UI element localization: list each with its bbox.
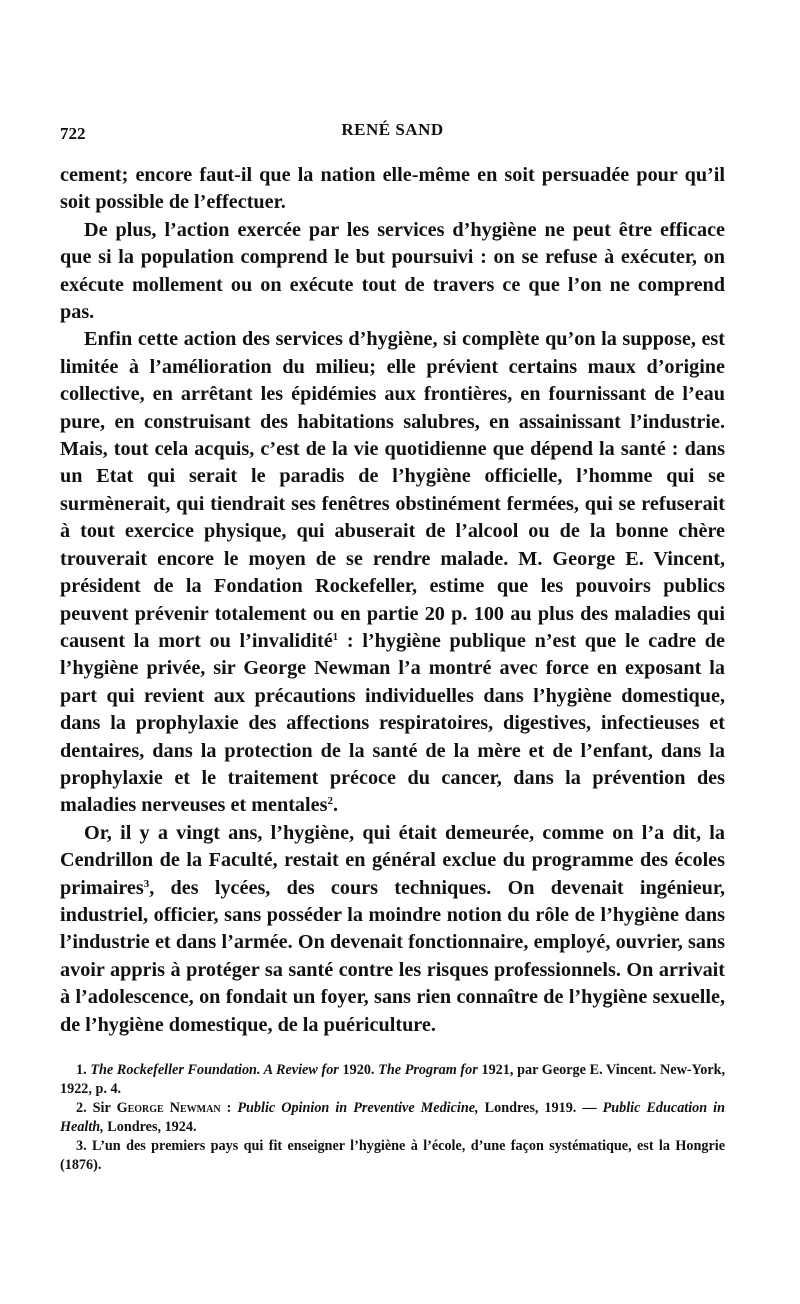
footnote-1-number: 1. (76, 1062, 87, 1078)
paragraph-3-part-b: : l’hygiène publique n’est que le cadre de l’hygiène privée, sir George Newman l’a montré avec force en exposant la part qui revient aux précautions individuelles dans l’hygiène domestique, dans la prophylaxie des affections respiratoires, digestives, infectieuses et dentaires, dans la protection de la santé de la mère et de l’enfant, dans la prophylaxie et le traitement précoce du cancer, dans la prévention des maladies nerveuses et mentales (60, 629, 725, 817)
footnote-2-publisher-1: Londres, 1919. — (484, 1100, 597, 1116)
body-text (60, 162, 725, 1039)
paragraph-4-part-a: Or, il y a vingt ans, l’hygiène, qui était demeurée, comme on l’a dit, la Cendrillon de la Faculté, restait en général exclue du programme des écoles primaires (60, 821, 725, 899)
footnote-2-separator: : (226, 1100, 232, 1116)
footnote-1-rest: 1921, par George E. Vincent. New-York, 1922, p. 4. (60, 1062, 726, 1097)
footnote-2 (60, 1099, 725, 1137)
footnote-3 (60, 1137, 725, 1175)
paragraph-3-part-a: Enfin cette action des services d’hygiène, si complète qu’on la suppose, est limitée à l’amélioration du milieu; elle prévient certains maux d’origine collective, en arrêtant les épidémies aux frontières, en fournissant de l’eau pure, en construisant des habitations salubres, en assainissant l’industrie. Mais, tout cela acquis, c’est de la vie quotidienne que dépend la santé : dans un Etat qui serait le paradis de l’hygiène officielle, l’homme qui se surmènerait, qui tiendrait ses fenêtres obstinément fermées, qui se refuserait à tout exercice physique, qui abuserait de l’alcool ou de la bonne chère trouverait encore le moyen de se rendre malade. M. George E. Vincent, président de la Fondation Rockefeller, estime que les pouvoirs publics peuvent prévenir totalement ou en partie 20 p. 100 au plus des maladies qui causent la mort ou l’invalidité (60, 328, 725, 652)
paragraph-4-part-b: , des lycées, des cours techniques. On devenait ingénieur, industriel, officier, sans posséder la moindre notion du rôle de l’hygiène dans l’industrie et dans l’armée. On devenait fonctionnaire, employé, ouvrier, sans avoir appris à protéger sa santé contre les risques professionnels. On arrivait à l’adolescence, on fondait un foyer, sans rien connaître de l’hygiène sexuelle, de l’hygiène domestique, de la puériculture. (60, 876, 725, 1036)
footnote-ref-2[interactable]: 2 (327, 795, 333, 808)
paragraph-1: cement; encore faut-il que la nation elle-même en soit persuadée pour qu’il soit possible de l’effectuer. (60, 164, 725, 214)
footnote-2-title-2: Public Education in Health, (60, 1100, 726, 1135)
footnote-2-number: 2. (76, 1100, 87, 1116)
footnote-ref-3[interactable]: 3 (143, 877, 150, 890)
running-head (60, 118, 725, 146)
footnote-ref-1[interactable]: 1 (332, 630, 339, 643)
footnote-1-title-2: The Program for (378, 1062, 478, 1078)
footnote-1-year-1: 1920. (342, 1062, 375, 1078)
footnote-1-title-1: The Rockefeller Foundation. A Review for (90, 1062, 339, 1078)
footnotes (60, 1061, 725, 1175)
paragraph-2: De plus, l’action exercée par les services d’hygiène ne peut être efficace que si la population comprend le but poursuivi : on se refuse à exécuter, on exécute mollement ou on exécute tout de travers ce que l’on ne comprend pas. (60, 218, 725, 324)
page-number: 722 (60, 124, 86, 143)
footnote-2-title-1: Public Opinion in Preventive Medicine, (237, 1100, 479, 1116)
running-title: RENÉ SAND (341, 120, 444, 139)
footnote-3-number: 3. (76, 1138, 87, 1154)
paragraph-3-end: . (332, 794, 338, 817)
footnote-2-author: George Newman (116, 1100, 221, 1116)
paragraph-3 (60, 326, 725, 819)
book-page (60, 118, 725, 1175)
footnote-1 (60, 1061, 725, 1099)
footnote-3-text: L’un des premiers pays qui fit enseigner l’hygiène à l’école, d’une façon systématique, est la Hongrie (1876). (60, 1138, 726, 1173)
footnote-2-sir: Sir (92, 1100, 111, 1116)
paragraph-4 (60, 820, 725, 1039)
footnote-2-publisher-2: Londres, 1924. (107, 1119, 197, 1135)
